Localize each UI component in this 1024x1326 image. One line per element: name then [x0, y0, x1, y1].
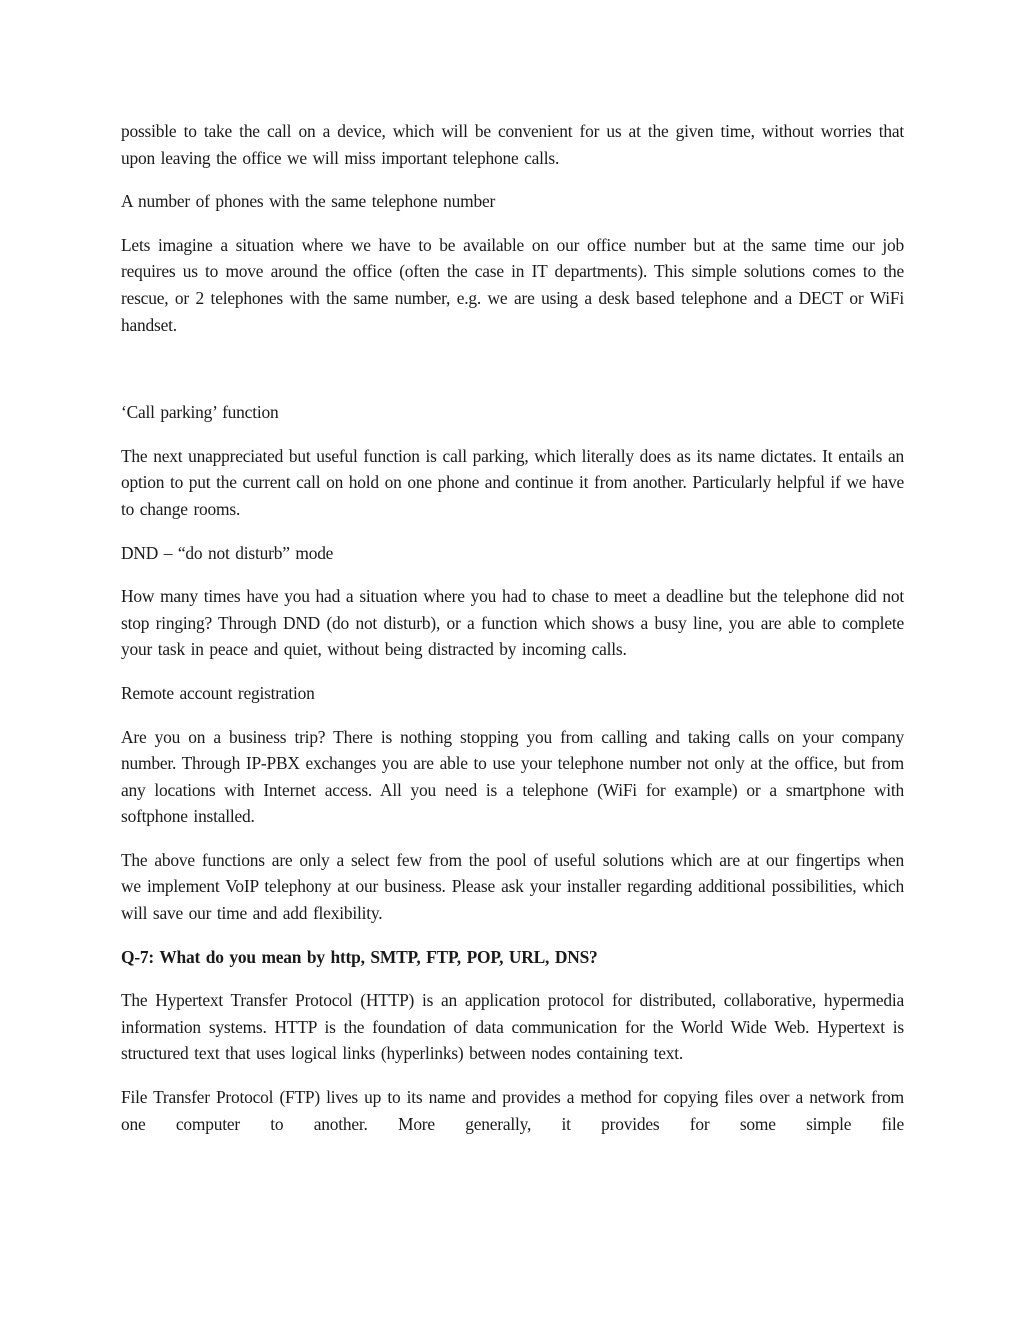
paragraph-call-parking: The next unappreciated but useful function is call parking, which literally does as its name dictates. It entails an option to put the current call on hold on one phone and continue it from another. Particularly helpful if we have to change rooms.	[121, 445, 904, 519]
paragraph-ftp: File Transfer Protocol (FTP) lives up to its name and provides a method for copying files over a network from one computer to another. More generally, it provides for some simple file	[121, 1087, 904, 1134]
paragraph-above-functions: The above functions are only a select few from the pool of useful solutions which are at our fingertips when we implement VoIP telephony at our business. Please ask your installer regarding additional possibilities, which will save our time and add flexibility.	[121, 849, 904, 924]
paragraph-take-call: possible to take the call on a device, which will be convenient for us at the given time, without worries that upon leaving the office we will miss important telephone calls.	[121, 121, 904, 168]
paragraph-http: The Hypertext Transfer Protocol (HTTP) is an application protocol for distributed, collaborative, hypermedia information systems. HTTP is the foundation of data communication for the World Wide Web. Hypertext is structured text that uses logical links (hyperlinks) between nodes containing text.	[121, 990, 904, 1064]
heading-same-number: A number of phones with the same telephone number	[121, 191, 496, 212]
document-page	[121, 118, 904, 1154]
heading-call-parking: ‘Call parking’ function	[121, 402, 279, 423]
heading-dnd: DND – “do not disturb” mode	[121, 542, 334, 563]
paragraph-dnd: How many times have you had a situation where you had to chase to meet a deadline but the telephone did not stop ringing? Through DND (do not disturb), or a function which shows a busy line, you are able to complete your task in peace and quiet, without being distracted by incoming calls.	[121, 586, 904, 660]
blank-space	[121, 355, 904, 399]
paragraph-same-number: Lets imagine a situation where we have to be available on our office number but at the same time our job requires us to move around the office (often the case in IT departments). This simple solutions comes to the rescue, or 2 telephones with the same number, e.g. we are using a desk based telephone and a DECT or WiFi handset.	[121, 234, 904, 335]
heading-remote-registration: Remote account registration	[121, 682, 315, 703]
question-heading: Q-7: What do you mean by http, SMTP, FTP, POP, URL, DNS?	[121, 946, 598, 967]
paragraph-remote-registration: Are you on a business trip? There is nothing stopping you from calling and taking calls on your company number. Through IP-PBX exchanges you are able to use your telephone number not only at the office, but from any locations with Internet access. All you need is a telephone (WiFi for example) or a smartphone with softphone installed.	[121, 726, 904, 827]
